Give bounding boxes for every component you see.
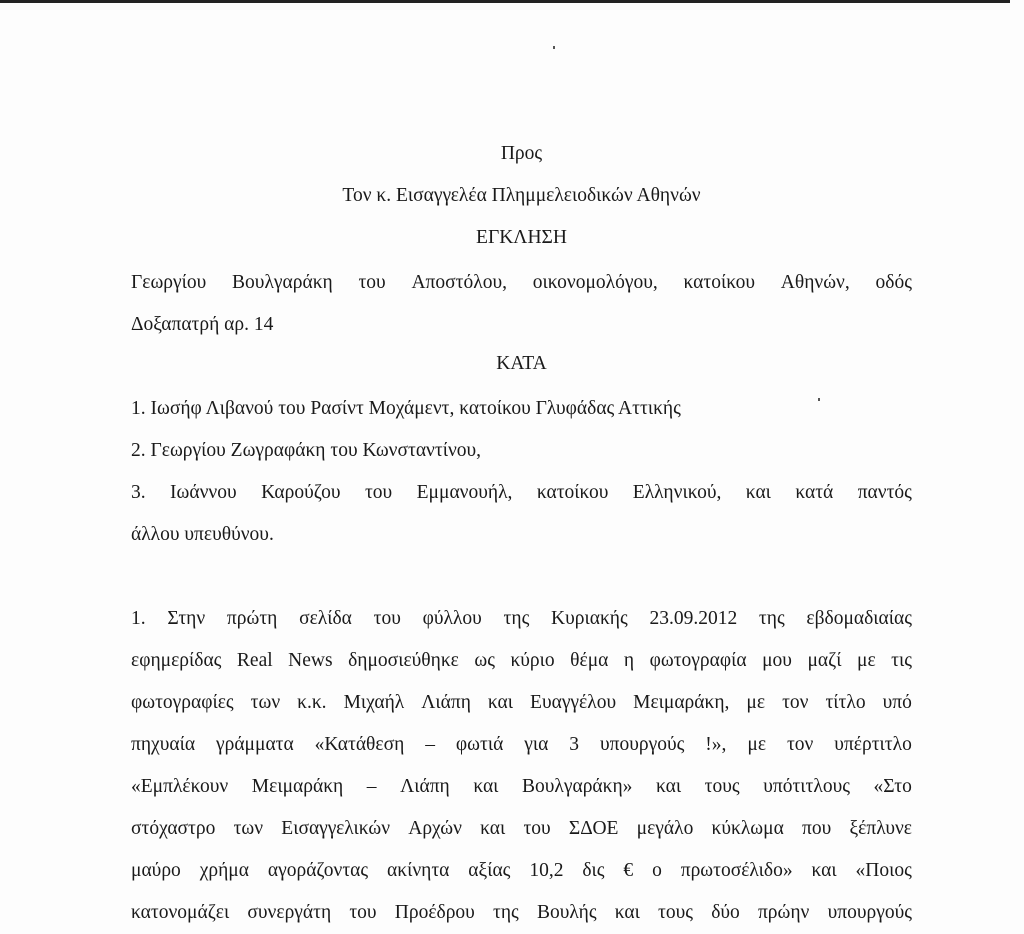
word: σελίδα: [299, 608, 352, 629]
word: υπουργούς: [827, 902, 912, 923]
word: εβδομαδιαίας: [806, 608, 912, 629]
word: με: [856, 650, 876, 671]
word: Βουλγαράκη»: [522, 776, 633, 797]
word: της: [493, 902, 519, 923]
word: θέμα: [570, 650, 609, 671]
word: χρήμα: [199, 860, 249, 881]
word: Αθηνών,: [780, 272, 850, 293]
scan-edge: [0, 0, 1010, 3]
word: για: [524, 734, 549, 755]
word: των: [250, 692, 281, 713]
word: Προέδρου: [394, 902, 475, 923]
body-line: [131, 682, 912, 724]
word: 23.09.2012: [649, 608, 738, 629]
word: Εμμανουήλ,: [416, 482, 513, 503]
word: φωτογραφία: [649, 650, 747, 671]
word: με: [746, 692, 766, 713]
word: κατά: [795, 482, 834, 503]
word: τον: [782, 692, 809, 713]
word: κατοίκου: [683, 272, 756, 293]
word: αγοράζοντας: [267, 860, 369, 881]
word: 10,2: [529, 860, 564, 881]
word: μου: [762, 650, 792, 671]
word: ως: [474, 650, 495, 671]
word: Ιωάννου: [170, 482, 237, 503]
word: φύλλου: [422, 608, 482, 629]
word: Γεωργίου: [131, 272, 207, 293]
word: μαζί: [807, 650, 842, 671]
word: η: [623, 650, 635, 671]
word: μαύρο: [131, 860, 181, 881]
word: Λιάπη: [400, 776, 450, 797]
word: 1.: [131, 608, 146, 629]
word: Αρχών: [408, 818, 462, 839]
word: Μειμαράκη: [251, 776, 344, 797]
defendant-item: 2. Γεωργίου Ζωγραφάκη του Κωνσταντίνου,: [131, 440, 482, 461]
word: γράμματα: [215, 734, 294, 755]
word: Λιάπη: [421, 692, 471, 713]
word: «Εμπλέκουν: [131, 776, 229, 797]
word: με: [747, 734, 767, 755]
word: 3: [569, 734, 580, 755]
word: Μιχαήλ: [343, 692, 405, 713]
word: του: [523, 818, 551, 839]
word: και: [480, 818, 506, 839]
word: κ.κ.: [297, 692, 327, 713]
word: Εισαγγελικών: [281, 818, 391, 839]
word: οδός: [875, 272, 912, 293]
word: του: [349, 902, 377, 923]
word: που: [802, 818, 832, 839]
word: Real: [236, 650, 273, 671]
word: φωτογραφίες: [131, 692, 234, 713]
addressee-to: Προς: [500, 143, 543, 164]
word: Βουλγαράκη: [232, 272, 333, 293]
word: συνεργάτη: [247, 902, 332, 923]
word: οικονομολόγου,: [532, 272, 658, 293]
word: Κυριακής: [551, 608, 628, 629]
word: κατονομάζει: [131, 902, 230, 923]
word: και: [655, 776, 682, 797]
word: πρωτοσέλιδο»: [680, 860, 793, 881]
defendant-item: 1. Ιωσήφ Λιβανού του Ρασίντ Μοχάμεντ, κατοίκου Γλυφάδας Αττικής: [131, 398, 681, 419]
word: και: [473, 776, 499, 797]
word: της: [758, 608, 785, 629]
word: του: [364, 482, 393, 503]
word: Μειμαράκη,: [633, 692, 730, 713]
word: πρώην: [757, 902, 810, 923]
word: τους: [658, 902, 694, 923]
word: κατοίκου: [536, 482, 609, 503]
word: ακίνητα: [387, 860, 450, 881]
word: ΣΔΟΕ: [568, 818, 619, 839]
word: δημοσιεύθηκε: [348, 650, 459, 671]
word: των: [233, 818, 264, 839]
recipient: Τον κ. Εισαγγελέα Πλημμελειοδικών Αθηνών: [342, 185, 701, 206]
body-line: [131, 640, 912, 682]
body-line: [131, 808, 912, 850]
word: της: [503, 608, 530, 629]
word: κύριο: [510, 650, 555, 671]
word: παντός: [857, 482, 912, 503]
body-line: [131, 724, 912, 766]
word: ξέπλυνε: [849, 818, 912, 839]
word: News: [288, 650, 333, 671]
scan-speck: [553, 46, 555, 49]
word: τίτλο: [825, 692, 866, 713]
body-line: [131, 850, 912, 892]
word: και: [487, 692, 514, 713]
word: κύκλωμα: [711, 818, 784, 839]
word: του: [358, 272, 386, 293]
word: Στην: [167, 608, 206, 629]
defendant-item: άλλου υπευθύνου.: [131, 524, 274, 545]
word: Ελληνικού,: [632, 482, 722, 503]
complainant-line: [131, 262, 912, 304]
word: –: [366, 776, 377, 797]
word: υπότιτλους: [763, 776, 850, 797]
body-line: [131, 766, 912, 808]
word: ο: [652, 860, 662, 881]
body-line-cut: [131, 892, 912, 934]
defendant-item: [131, 472, 912, 514]
complainant-line: Δοξαπατρή αρ. 14: [131, 314, 274, 335]
word: του: [373, 608, 401, 629]
word: Καρούζου: [261, 482, 341, 503]
word: τους: [704, 776, 740, 797]
word: τις: [891, 650, 912, 671]
word: και: [614, 902, 640, 923]
word: «Στο: [873, 776, 912, 797]
document-title: ΕΓΚΛΗΣΗ: [476, 227, 567, 248]
word: υπέρτιτλο: [834, 734, 912, 755]
word: φωτιά: [455, 734, 504, 755]
word: δύο: [711, 902, 740, 923]
word: πηχυαία: [131, 734, 196, 755]
document-page: [131, 136, 912, 934]
word: και: [811, 860, 837, 881]
word: δις: [582, 860, 605, 881]
word: πρώτη: [226, 608, 278, 629]
word: Ευαγγέλου: [530, 692, 617, 713]
word: «Κατάθεση: [314, 734, 405, 755]
word: στόχαστρο: [131, 818, 216, 839]
body-line: [131, 598, 912, 640]
word: μεγάλο: [636, 818, 694, 839]
word: !»,: [705, 734, 727, 755]
word: υπό: [882, 692, 912, 713]
word: –: [425, 734, 435, 755]
against-heading: ΚΑΤΑ: [496, 353, 547, 374]
word: τον: [786, 734, 814, 755]
word: και: [745, 482, 771, 503]
word: «Ποιος: [855, 860, 912, 881]
word: Βουλής: [536, 902, 597, 923]
word: 3.: [131, 482, 146, 503]
word: υπουργούς: [599, 734, 685, 755]
word: Αποστόλου,: [411, 272, 507, 293]
word: εφημερίδας: [131, 650, 222, 671]
word: αξίας: [468, 860, 511, 881]
word: €: [623, 860, 634, 881]
